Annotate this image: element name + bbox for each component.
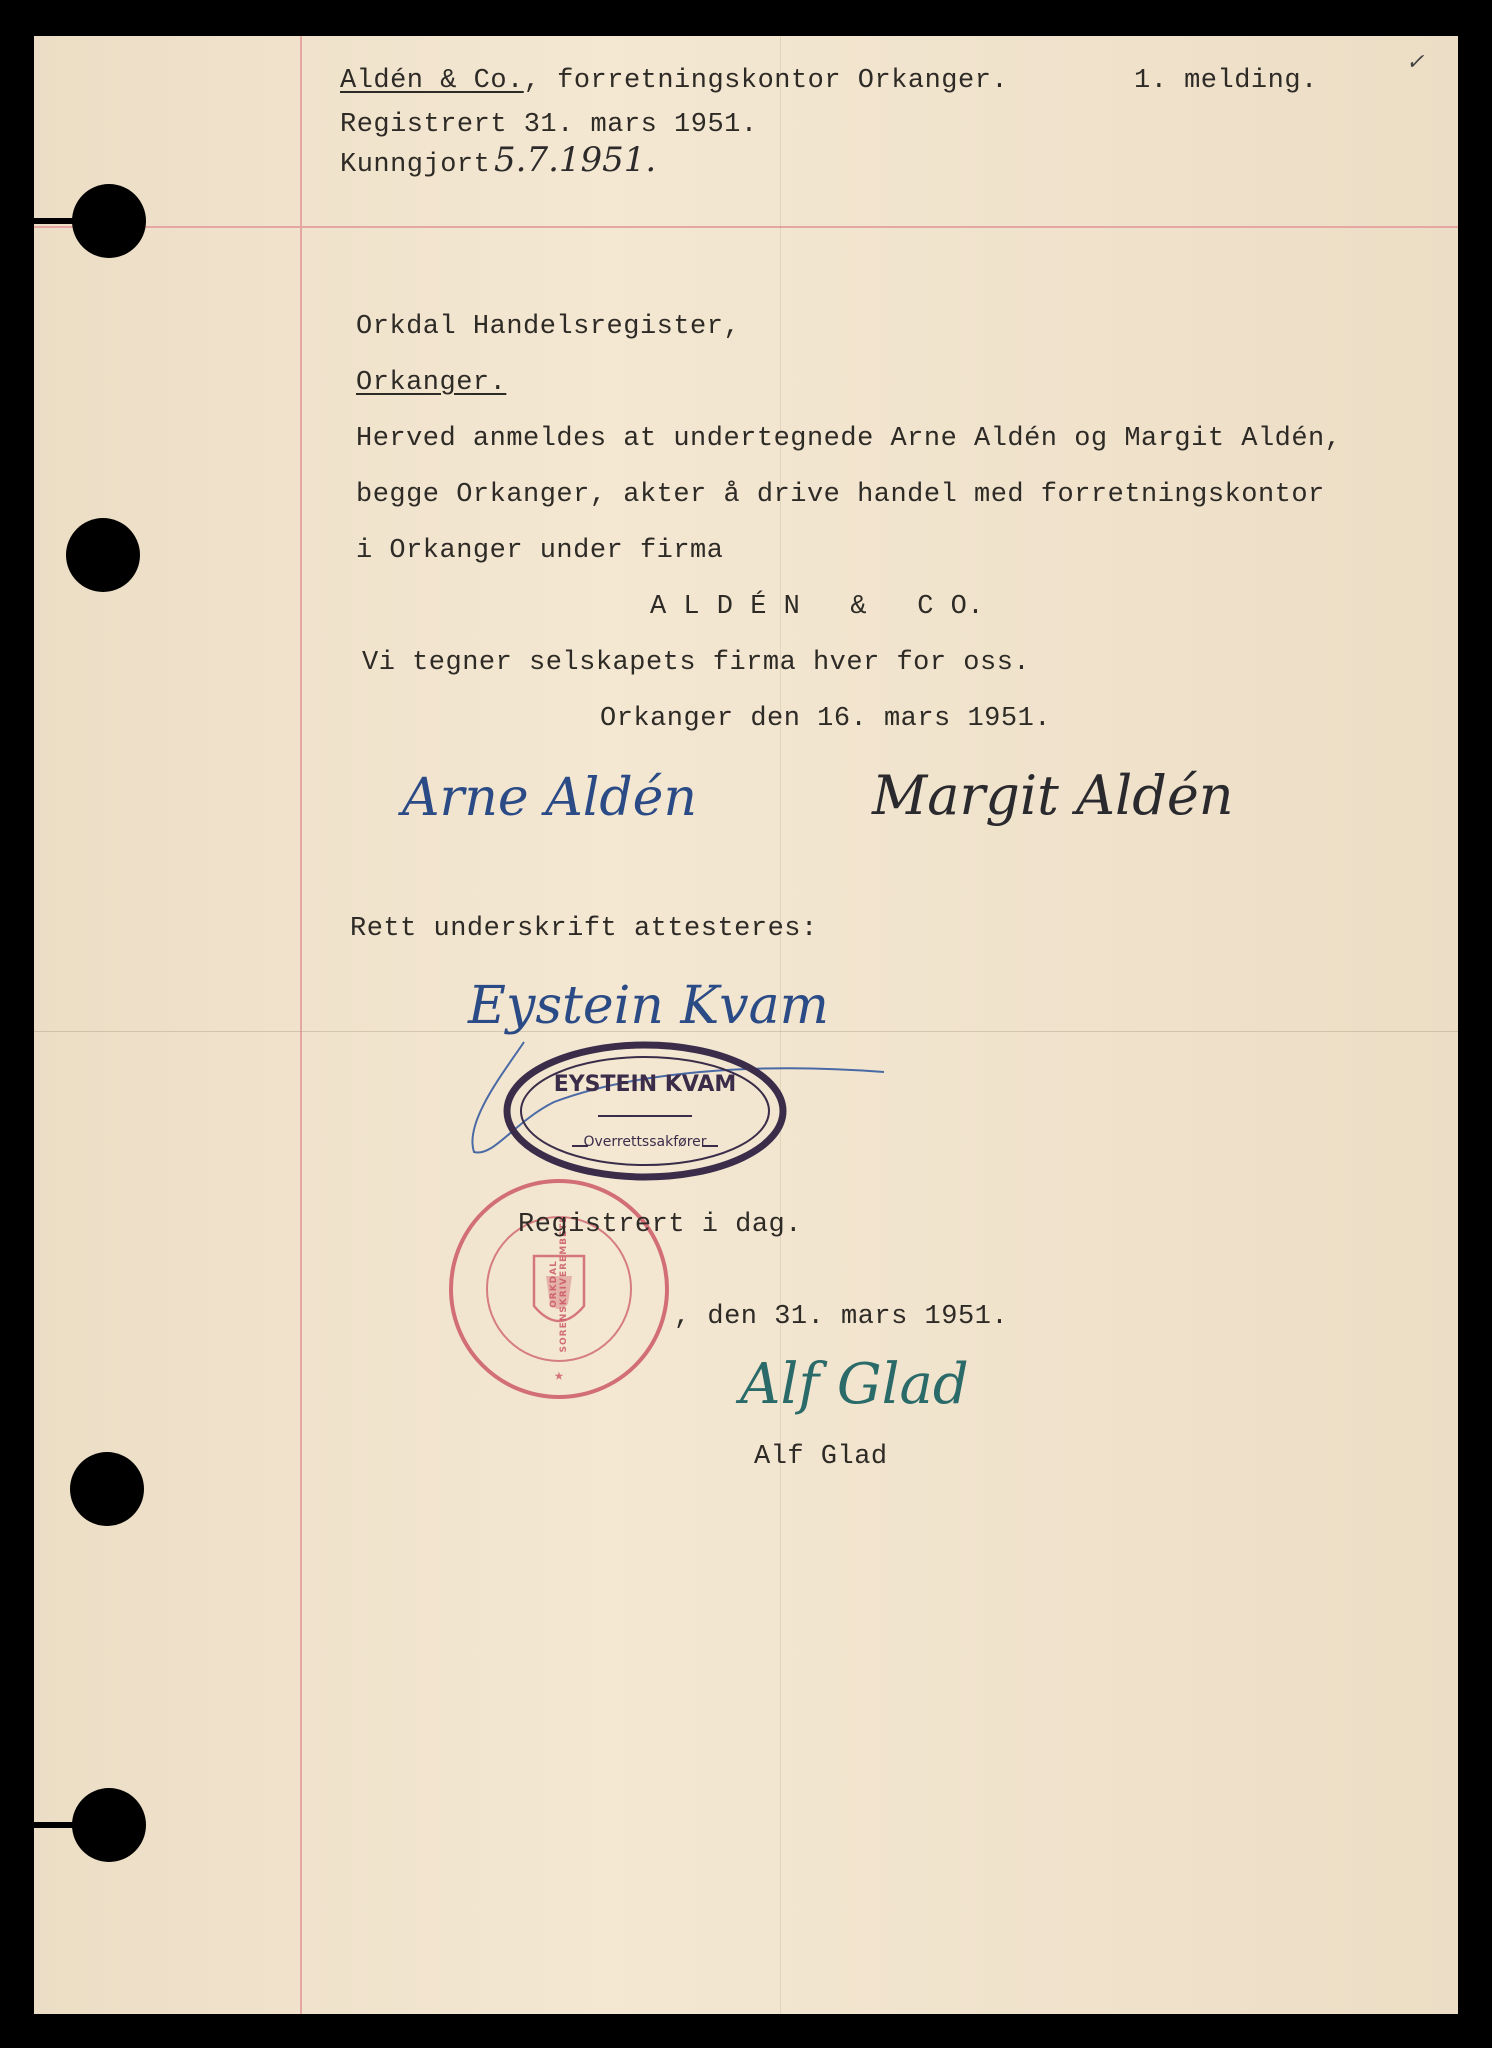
registered-today: Registrert i dag. bbox=[518, 1210, 802, 1240]
letter-body-line-1: Herved anmeldes at undertegnede Arne Aldén og Margit Aldén, bbox=[356, 424, 1342, 454]
letter-place: Orkanger. bbox=[356, 368, 507, 398]
registrar-name: Alf Glad bbox=[754, 1442, 888, 1472]
round-stamp-text: ORKDAL SORENSKRIVEREMBETE bbox=[549, 1215, 569, 1353]
header-firm-rest: , forretningskontor Orkanger. bbox=[523, 66, 1009, 96]
letter-signing-line: Vi tegner selskapets firma hver for oss. bbox=[362, 648, 1031, 678]
letter-recipient: Orkdal Handelsregister, bbox=[356, 312, 741, 342]
signature-margit-alden: Margit Aldén bbox=[872, 764, 1234, 827]
header-melding: 1. melding. bbox=[1134, 66, 1318, 96]
punch-hole-4 bbox=[72, 1788, 146, 1862]
svg-text:★: ★ bbox=[554, 1367, 564, 1385]
attest-label: Rett underskrift attesteres: bbox=[350, 914, 818, 944]
punch-hole-2 bbox=[66, 518, 140, 592]
oval-stamp-name: EYSTEIN KVAM bbox=[553, 1072, 737, 1097]
punch-hole-3 bbox=[70, 1452, 144, 1526]
registration-date: , den 31. mars 1951. bbox=[674, 1302, 1009, 1332]
check-mark-icon: ✓ bbox=[1406, 50, 1425, 75]
header-firm-line bbox=[340, 66, 1008, 96]
oval-stamp-title: Overrettssakfører bbox=[583, 1134, 707, 1150]
letter-body-line-2: begge Orkanger, akter å drive handel med forretningskontor bbox=[356, 480, 1325, 510]
signature-eystein-kvam: Eystein Kvam bbox=[468, 976, 829, 1036]
punch-hole-1 bbox=[72, 184, 146, 258]
signature-alf-glad: Alf Glad bbox=[740, 1352, 969, 1417]
document-page bbox=[34, 36, 1458, 2014]
margin-rule-vertical bbox=[300, 36, 302, 2014]
kunngjort-date-handwritten: 5.7.1951. bbox=[494, 140, 657, 180]
margin-rule-horizontal bbox=[34, 226, 1458, 228]
header-firm: Aldén & Co. bbox=[340, 66, 524, 96]
signature-arne-alden: Arne Aldén bbox=[402, 768, 697, 828]
oval-stamp bbox=[500, 1036, 790, 1186]
letter-body-line-3: i Orkanger under firma bbox=[356, 536, 724, 566]
letter-date-line: Orkanger den 16. mars 1951. bbox=[600, 704, 1051, 734]
letter-firm-spaced: A L D É N & C O. bbox=[650, 592, 985, 622]
header-registrert: Registrert 31. mars 1951. bbox=[340, 110, 758, 140]
header-kunngjort: Kunngjort bbox=[340, 150, 491, 180]
